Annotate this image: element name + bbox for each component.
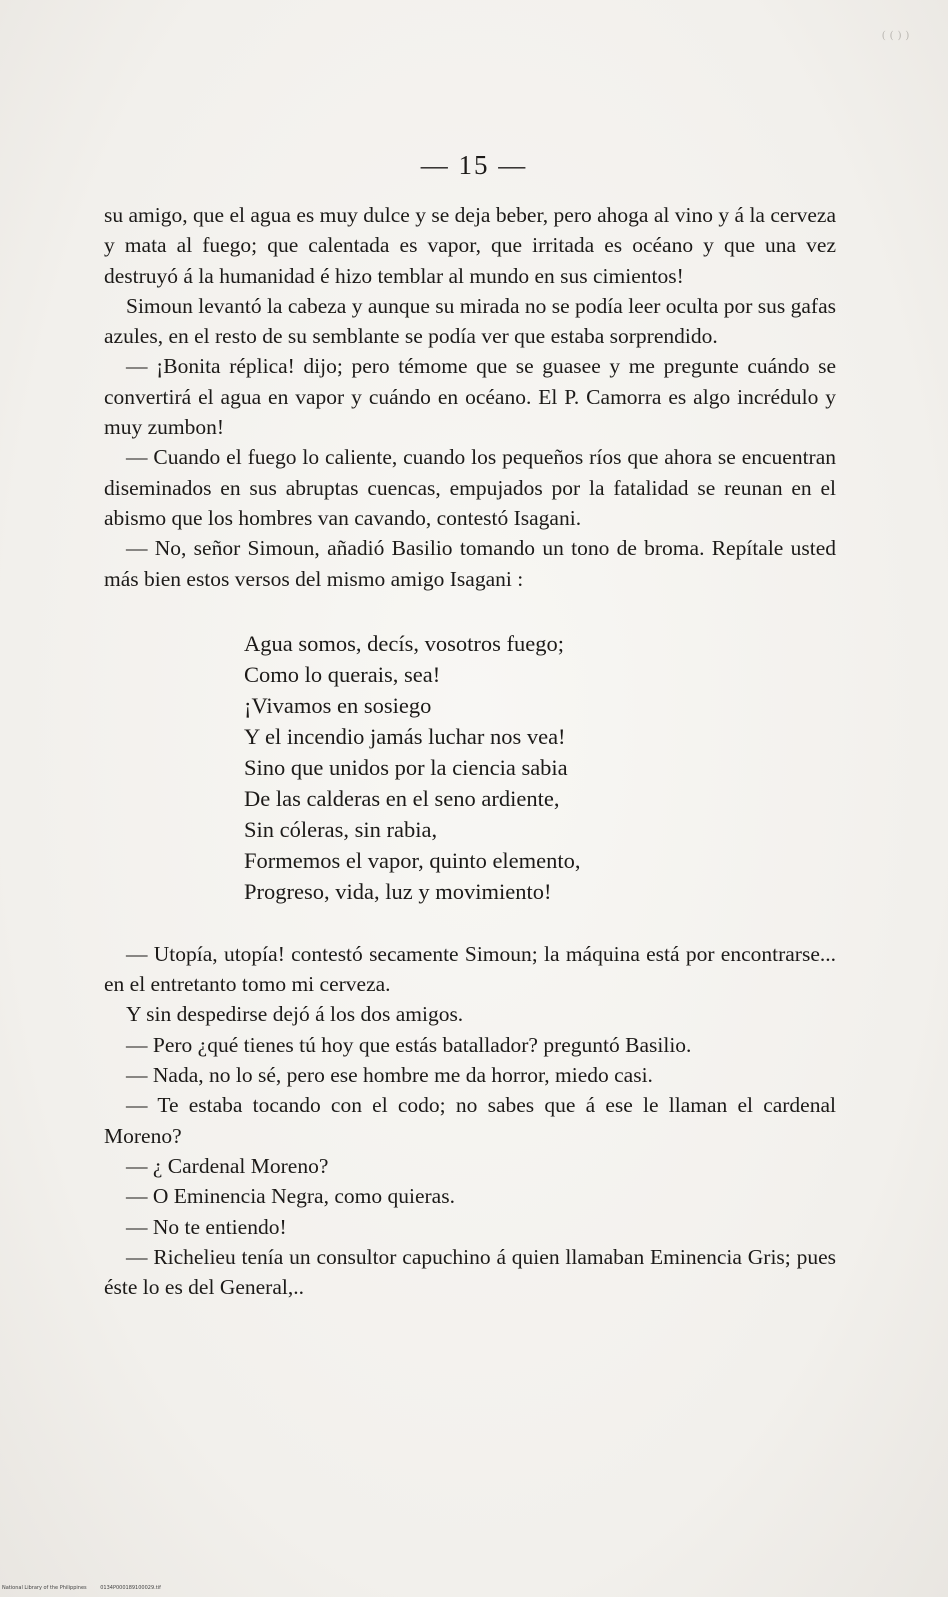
paragraph: su amigo, que el agua es muy dulce y se deja beber, pero ahoga al vino y á la cerveza y mata al fuego; que calentada es vapor, que irritada es océano y que una vez destruyó á la humanidad é hizo temblar al mundo en sus cimientos! bbox=[104, 203, 836, 288]
paragraph: — ¡Bonita réplica! dijo; pero témome que se guasee y me pregunte cuándo se convertirá el agua en vapor y cuándo en océano. El P. Camorra es algo incrédulo y muy zumbon! bbox=[104, 354, 836, 440]
verse-line: Sino que unidos por la ciencia sabia bbox=[244, 754, 568, 780]
verse-line: ¡Vivamos en sosiego bbox=[244, 692, 432, 718]
footer-code: 0134P000189100029.tif bbox=[100, 1585, 161, 1591]
verse-stanza bbox=[244, 628, 836, 907]
page-number: — 15 — bbox=[420, 150, 528, 180]
paragraph: — No te entiendo! bbox=[126, 1214, 287, 1239]
verse-line: De las calderas en el seno ardiente, bbox=[244, 785, 560, 811]
paragraph: — ¿ Cardenal Moreno? bbox=[126, 1153, 329, 1178]
verse-line: Como lo querais, sea! bbox=[244, 661, 441, 687]
paragraph: Y sin despedirse dejó á los dos amigos. bbox=[126, 1002, 464, 1027]
footer-source: National Library of the Philippines bbox=[2, 1585, 87, 1591]
paragraph: — Cuando el fuego lo caliente, cuando los pequeños ríos que ahora se encuentran diseminados en sus abruptas cuencas, empujados por la fatalidad se reunan en el abismo que los hombres van cavando, contestó Isagani. bbox=[104, 445, 836, 530]
paragraph: — Nada, no lo sé, pero ese hombre me da horror, miedo casi. bbox=[126, 1063, 653, 1088]
verse-line: Progreso, vida, luz y movimiento! bbox=[244, 878, 552, 904]
verse-line: Sin cóleras, sin rabia, bbox=[244, 816, 438, 842]
body-text bbox=[104, 200, 836, 1302]
paragraph: — Te estaba tocando con el codo; no sabes que á ese le llaman el cardenal Moreno? bbox=[104, 1093, 836, 1148]
paragraph: — Utopía, utopía! contestó secamente Simoun; la máquina está por encontrarse... en el entretanto tomo mi cerveza. bbox=[104, 941, 836, 997]
paragraph: — O Eminencia Negra, como quieras. bbox=[126, 1184, 455, 1209]
scan-footer bbox=[2, 1585, 173, 1591]
paragraph: — No, señor Simoun, añadió Basilio tomando un tono de broma. Repítale usted más bien estos versos del mismo amigo Isagani : bbox=[104, 536, 836, 591]
verse-line: Formemos el vapor, quinto elemento, bbox=[244, 847, 581, 873]
paragraph: — Richelieu tenía un consultor capuchino á quien llamaban Eminencia Gris; pues éste lo es del General,.. bbox=[104, 1244, 836, 1300]
paragraph: Simoun levantó la cabeza y aunque su mirada no se podía leer oculta por sus gafas azules, en el resto de su semblante se podía ver que estaba sorprendido. bbox=[104, 293, 836, 349]
verse-line: Agua somos, decís, vosotros fuego; bbox=[244, 630, 564, 656]
corner-mark: ( ( ) ) bbox=[882, 30, 910, 41]
paragraph: — Pero ¿qué tienes tú hoy que estás batallador? preguntó Basilio. bbox=[126, 1032, 692, 1057]
verse-line: Y el incendio jamás luchar nos vea! bbox=[244, 723, 566, 749]
